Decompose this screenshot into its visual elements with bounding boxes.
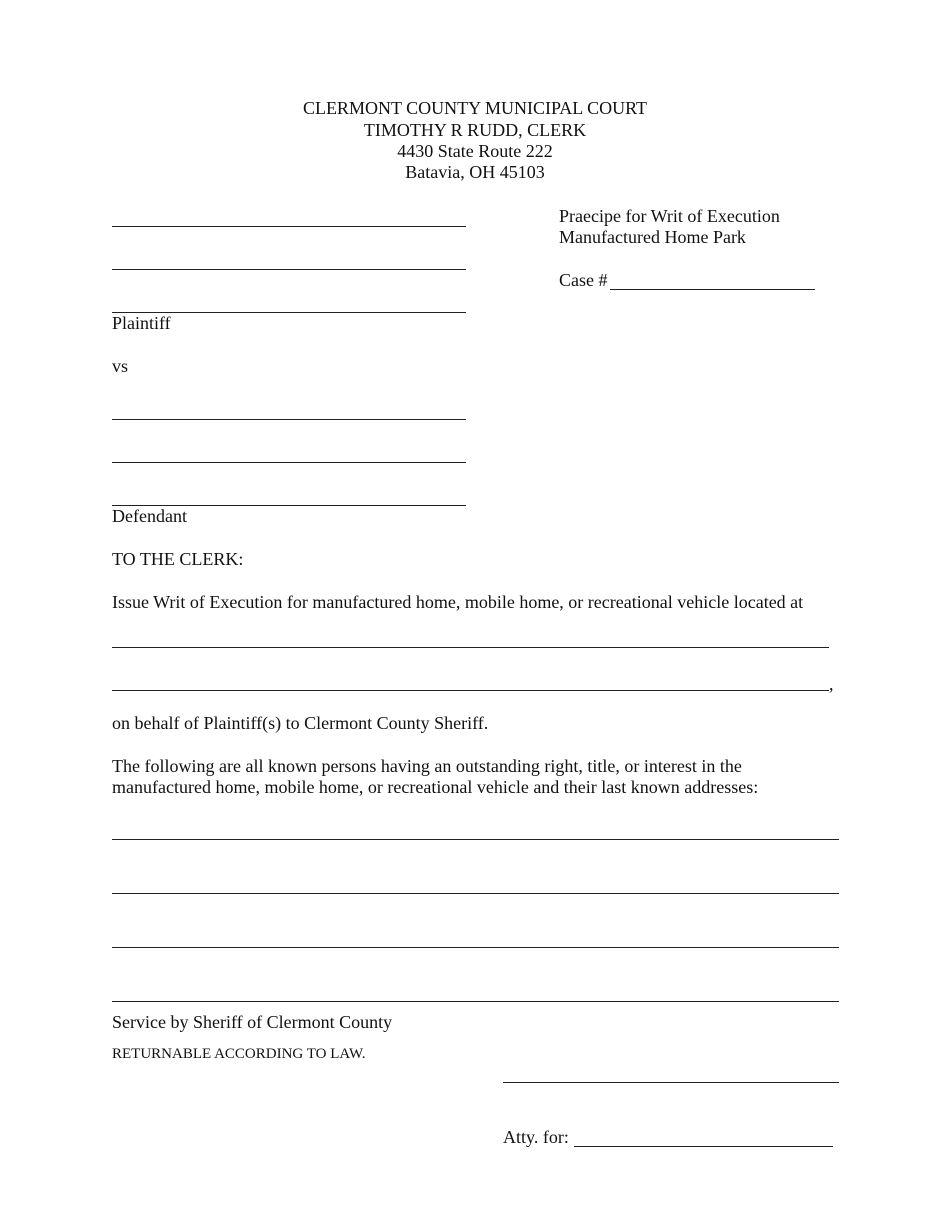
location-line-1[interactable] bbox=[112, 647, 829, 648]
doc-title-2: Manufactured Home Park bbox=[559, 227, 746, 247]
service-text: Service by Sheriff of Clermont County bbox=[112, 1012, 393, 1032]
location-comma: , bbox=[829, 674, 834, 694]
defendant-line-1[interactable] bbox=[112, 419, 466, 420]
case-label: Case # bbox=[559, 270, 608, 290]
court-name: CLERMONT COUNTY MUNICIPAL COURT bbox=[302, 98, 648, 118]
issue-writ-text: Issue Writ of Execution for manufactured home, mobile home, or recreational vehicle located at bbox=[112, 592, 804, 612]
location-line-2[interactable] bbox=[112, 690, 829, 691]
behalf-text: on behalf of Plaintiff(s) to Clermont County Sheriff. bbox=[112, 713, 489, 733]
atty-for-line[interactable] bbox=[574, 1146, 833, 1147]
plaintiff-line-2[interactable] bbox=[112, 269, 466, 270]
vs-label: vs bbox=[112, 356, 129, 376]
atty-for-label: Atty. for: bbox=[503, 1127, 569, 1147]
defendant-label: Defendant bbox=[112, 506, 187, 526]
court-city: Batavia, OH 45103 bbox=[405, 162, 545, 182]
persons-text-line-2: manufactured home, mobile home, or recreational vehicle and their last known addresses: bbox=[112, 777, 759, 797]
clerk-name: TIMOTHY R RUDD, CLERK bbox=[363, 120, 587, 140]
court-street: 4430 State Route 222 bbox=[397, 141, 553, 161]
to-clerk-heading: TO THE CLERK: bbox=[112, 549, 244, 569]
persons-line-2[interactable] bbox=[112, 893, 839, 894]
doc-title-1: Praecipe for Writ of Execution bbox=[559, 206, 780, 226]
returnable-text: RETURNABLE ACCORDING TO LAW. bbox=[112, 1046, 366, 1062]
persons-text-line-1: The following are all known persons having an outstanding right, title, or interest in the bbox=[112, 756, 742, 776]
persons-line-4[interactable] bbox=[112, 1001, 839, 1002]
plaintiff-label: Plaintiff bbox=[112, 313, 171, 333]
plaintiff-line-1[interactable] bbox=[112, 226, 466, 227]
attorney-signature-line[interactable] bbox=[503, 1082, 839, 1083]
case-number-line[interactable] bbox=[610, 289, 815, 290]
persons-line-3[interactable] bbox=[112, 947, 839, 948]
defendant-line-2[interactable] bbox=[112, 462, 466, 463]
persons-line-1[interactable] bbox=[112, 839, 839, 840]
